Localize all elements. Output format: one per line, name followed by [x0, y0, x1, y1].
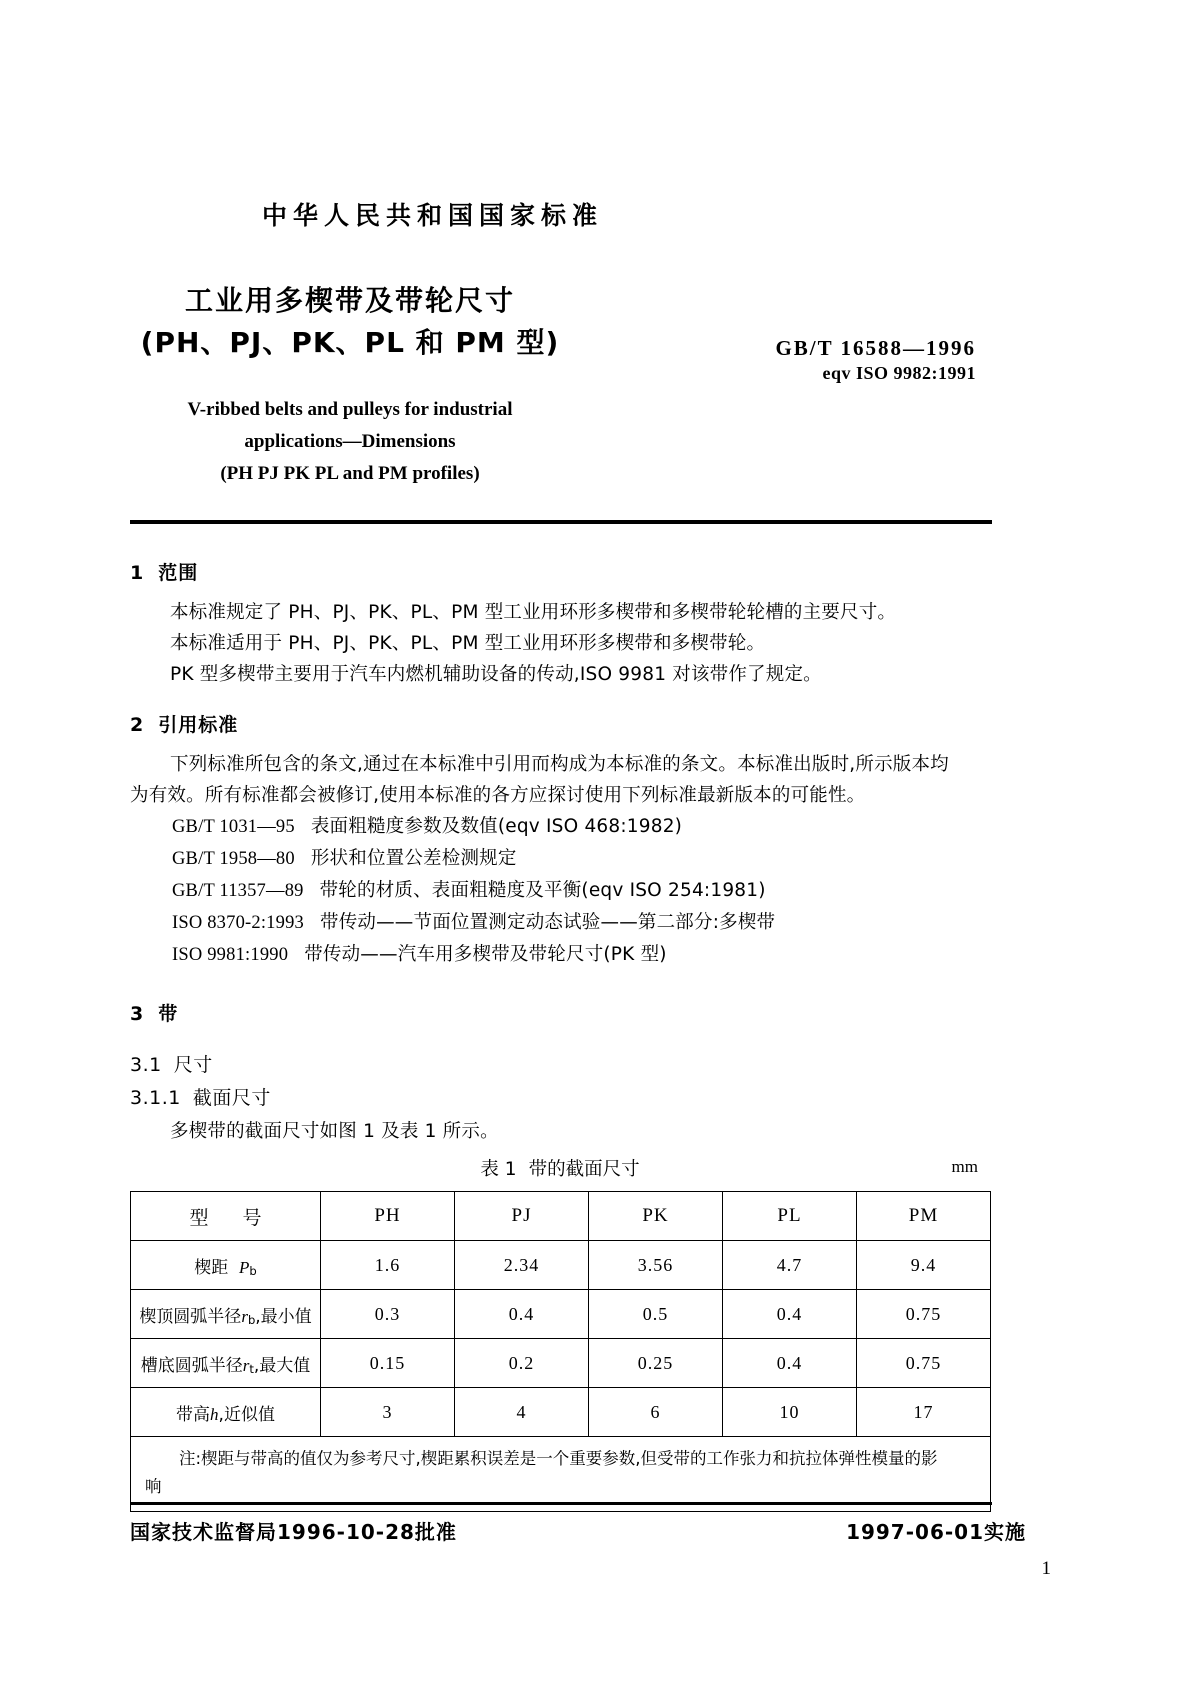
- section-3-title: 带: [158, 1003, 179, 1025]
- table-cell: 10: [723, 1388, 857, 1437]
- table-cell: 0.4: [723, 1339, 857, 1388]
- row-label-suffix: ,最小值: [255, 1306, 312, 1327]
- section-3-1-1-number: 3.1.1: [130, 1087, 181, 1109]
- row-label-prefix: 带高: [176, 1404, 211, 1425]
- table-cell: 3.56: [589, 1241, 723, 1290]
- spacer: [130, 690, 1010, 710]
- table-cell: 0.5: [589, 1290, 723, 1339]
- english-title-line-2: applications—Dimensions: [244, 431, 456, 452]
- reference-title: 带传动——节面位置测定动态试验——第二部分:多楔带: [320, 912, 776, 933]
- table-caption-text: 带的截面尺寸: [528, 1159, 640, 1180]
- footer-implementation: 1997-06-01实施: [846, 1520, 1026, 1544]
- table-row: [131, 1241, 991, 1290]
- table-row: [131, 1388, 991, 1437]
- footer-divider-rule: [130, 1502, 992, 1505]
- table-note-line-2: 响: [145, 1477, 162, 1496]
- table-cell: 17: [857, 1388, 991, 1437]
- reference-code: GB/T 1031—95: [172, 817, 295, 837]
- section-3-1-1-title: 截面尺寸: [192, 1087, 271, 1109]
- spacer: [130, 1038, 1010, 1050]
- table-row: [131, 1290, 991, 1339]
- section-1-title: 范围: [158, 562, 199, 584]
- row-label-prefix: 楔顶圆弧半径: [139, 1306, 242, 1327]
- table-column-header: PH: [321, 1192, 455, 1241]
- reference-title: 表面粗糙度参数及数值(eqv ISO 468:1982): [310, 816, 683, 837]
- header-divider-rule: [130, 520, 992, 524]
- reference-item: [130, 907, 1010, 939]
- row-label-variable: r: [242, 1355, 250, 1375]
- table-cell: 0.75: [857, 1339, 991, 1388]
- section-2-heading: [130, 710, 1010, 737]
- row-label-suffix: ,最大值: [253, 1355, 311, 1376]
- table-row-header: [131, 1241, 321, 1290]
- table-header-row: [131, 1192, 991, 1241]
- section-3-heading: [130, 999, 1010, 1026]
- section-2-paragraph-2: 为有效。所有标准都会被修订,使用本标准的各方应探讨使用下列标准最新版本的可能性。: [130, 785, 866, 806]
- table-column-header: PK: [589, 1192, 723, 1241]
- table-corner-header-label-1: 型: [189, 1206, 209, 1229]
- row-label-prefix: 槽底圆弧半径: [140, 1355, 243, 1376]
- reference-code: ISO 9981:1990: [172, 945, 289, 965]
- table-unit-label: mm: [951, 1157, 978, 1176]
- footer-approval: 国家技术监督局1996-10-28批准: [130, 1520, 457, 1544]
- table-column-header: PJ: [455, 1192, 589, 1241]
- section-3-number: 3: [130, 1003, 145, 1025]
- table-cell: 0.15: [321, 1339, 455, 1388]
- reference-title: 带轮的材质、表面粗糙度及平衡(eqv ISO 254:1981): [319, 880, 766, 901]
- table-cell: 9.4: [857, 1241, 991, 1290]
- table-column-header: PL: [723, 1192, 857, 1241]
- table-note-row: [131, 1437, 991, 1512]
- row-label-subscript: b: [249, 1264, 257, 1279]
- section-2-paragraph-1: 下列标准所包含的条文,通过在本标准中引用而构成为本标准的条文。本标准出版时,所示版本均: [170, 754, 949, 775]
- reference-code: ISO 8370-2:1993: [172, 913, 304, 933]
- table-cell: 0.75: [857, 1290, 991, 1339]
- table-caption-row: [130, 1155, 990, 1185]
- section-3-1-1-paragraph: 多楔带的截面尺寸如图 1 及表 1 所示。: [170, 1121, 499, 1142]
- table-cell: 4: [455, 1388, 589, 1437]
- standard-number: GB/T 16588—1996: [775, 336, 976, 360]
- title-line-2: (PH、PJ、PK、PL 和 PM 型): [140, 326, 560, 359]
- table-column-header: PM: [857, 1192, 991, 1241]
- table-caption: [130, 1155, 990, 1181]
- row-label-variable: r: [241, 1306, 248, 1326]
- section-1-paragraph-2: 本标准适用于 PH、PJ、PK、PL、PM 型工业用环形多楔带和多楔带轮。: [170, 633, 766, 654]
- section-1-paragraph-3: PK 型多楔带主要用于汽车内燃机辅助设备的传动,ISO 9981 对该带作了规定。: [170, 664, 822, 685]
- reference-code: GB/T 11357—89: [172, 881, 304, 901]
- page-number: 1: [1041, 1558, 1051, 1579]
- english-title-line-3: (PH PJ PK PL and PM profiles): [220, 463, 480, 484]
- section-1-number: 1: [130, 562, 145, 584]
- row-label-suffix: ,近似值: [218, 1404, 275, 1425]
- table-note-line-1: 注:楔距与带高的值仅为参考尺寸,楔距累积误差是一个重要参数,但受带的工作张力和抗拉体弹性模量的影: [179, 1449, 938, 1468]
- table-cell: 3: [321, 1388, 455, 1437]
- table-cell: 6: [589, 1388, 723, 1437]
- spacer: [130, 971, 1010, 999]
- reference-title: 形状和位置公差检测规定: [310, 848, 517, 869]
- section-2-number: 2: [130, 714, 145, 736]
- reference-code: GB/T 1958—80: [172, 849, 295, 869]
- table-cell: 0.3: [321, 1290, 455, 1339]
- table-row-header: [131, 1388, 321, 1437]
- table-belt-section-dimensions: [130, 1191, 991, 1512]
- national-standard-heading: 中华人民共和国国家标准: [262, 201, 604, 230]
- row-label-prefix: 楔距: [194, 1257, 229, 1278]
- table-cell: 0.25: [589, 1339, 723, 1388]
- table-row: [131, 1339, 991, 1388]
- document-title: [0, 282, 700, 366]
- reference-item: [130, 843, 1010, 875]
- reference-item: [130, 939, 1010, 971]
- table-row-header: [131, 1339, 321, 1388]
- english-title-line-1: V-ribbed belts and pulleys for industrial: [187, 399, 513, 420]
- table-cell: 4.7: [723, 1241, 857, 1290]
- standard-equivalence: eqv ISO 9982:1991: [822, 363, 976, 383]
- row-label-subscript: t: [249, 1362, 254, 1377]
- table-cell: 0.2: [455, 1339, 589, 1388]
- row-label-subscript: b: [247, 1313, 256, 1328]
- title-line-1: 工业用多楔带及带轮尺寸: [184, 284, 515, 317]
- row-label-variable: P: [239, 1257, 250, 1277]
- table-corner-header-label-2: 号: [242, 1206, 262, 1229]
- table-cell: 0.4: [455, 1290, 589, 1339]
- table-row-header: [131, 1290, 321, 1339]
- table-cell: 2.34: [455, 1241, 589, 1290]
- table-corner-header: [131, 1192, 321, 1241]
- reference-title: 带传动——汽车用多楔带及带轮尺寸(PK 型): [304, 944, 667, 965]
- section-3-1-1-heading: [130, 1083, 1010, 1110]
- section-3-1-number: 3.1: [130, 1054, 162, 1076]
- section-1-heading: [130, 558, 1010, 585]
- section-3-1-heading: [130, 1050, 1010, 1077]
- table-cell: 1.6: [321, 1241, 455, 1290]
- table-cell: 0.4: [723, 1290, 857, 1339]
- section-2-title: 引用标准: [158, 714, 239, 736]
- reference-item: [130, 875, 1010, 907]
- section-1-paragraph-1: 本标准规定了 PH、PJ、PK、PL、PM 型工业用环形多楔带和多楔带轮轮槽的主要尺寸。: [170, 602, 897, 623]
- standard-number-block: [775, 335, 976, 385]
- table-note-cell: [131, 1437, 991, 1512]
- table-caption-number: 表 1: [480, 1159, 517, 1180]
- reference-item: [130, 811, 1010, 843]
- section-3-1-title: 尺寸: [173, 1054, 213, 1076]
- row-label-variable: h: [210, 1404, 219, 1424]
- english-title: [0, 394, 700, 490]
- document-body: [130, 558, 1010, 1512]
